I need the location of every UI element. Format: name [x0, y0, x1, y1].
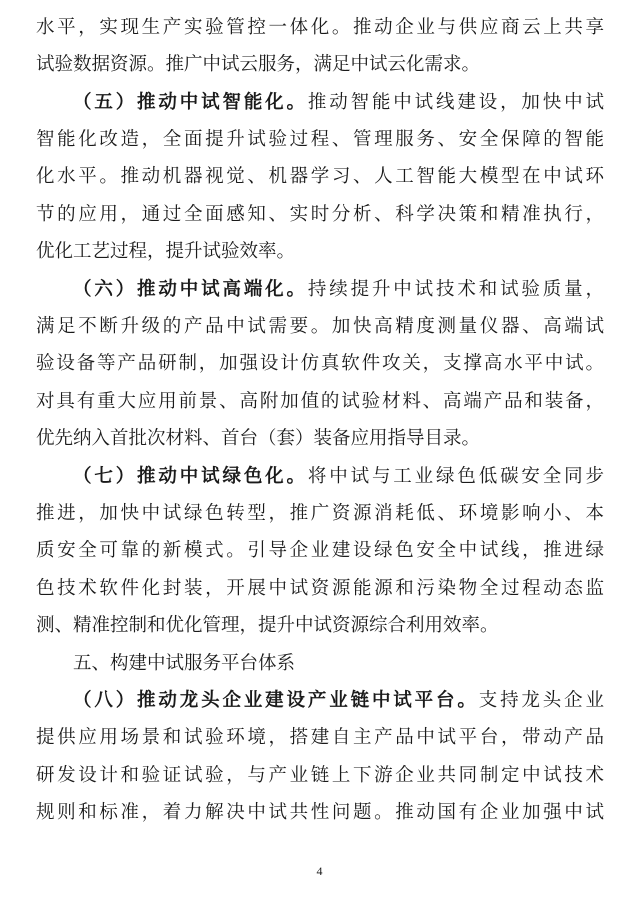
text-line: 优化工艺过程，提升试验效率。	[36, 241, 296, 262]
section-8-heading-line: （八）推动龙头企业建设产业链中试平台。支持龙头企业	[73, 690, 604, 711]
section-6-heading-line: （六）推动中试高端化。持续提升中试技术和试验质量，	[73, 279, 604, 300]
text-line: 智能化改造，全面提升试验过程、管理服务、安全保障的智能	[36, 129, 604, 150]
text-line: 节的应用，通过全面感知、实时分析、科学决策和精准执行，	[36, 204, 604, 225]
chapter-5-heading: 五、构建中试服务平台体系	[73, 653, 296, 674]
page-number: 4	[316, 864, 323, 878]
section-5-title: （五）推动中试智能化。	[73, 92, 308, 113]
text-line: 水平，实现生产实验管控一体化。推动企业与供应商云上共享	[36, 17, 604, 38]
text-line: 对具有重大应用前景、高附加值的试验材料、高端产品和装备，	[36, 391, 604, 412]
text-line: 研发设计和验证试验，与产业链上下游企业共同制定中试技术	[36, 765, 604, 786]
section-7-heading-line: （七）推动中试绿色化。将中试与工业绿色低碳安全同步	[73, 466, 604, 487]
text-line: 规则和标准，着力解决中试共性问题。推动国有企业加强中试	[36, 802, 604, 823]
section-8-title: （八）推动龙头企业建设产业链中试平台。	[73, 690, 479, 711]
text-line: 色技术软件化封装，开展中试资源能源和污染物全过程动态监	[36, 578, 604, 599]
text-line: 满足不断升级的产品中试需要。加快高精度测量仪器、高端试	[36, 316, 604, 337]
text-line: 化水平。推动机器视觉、机器学习、人工智能大模型在中试环	[36, 166, 604, 187]
text-line: 推进，加快中试绿色转型，推广资源消耗低、环境影响小、本	[36, 503, 604, 524]
text-line: 测、精准控制和优化管理，提升中试资源综合利用效率。	[36, 615, 499, 636]
text-line: 提供应用场景和试验环境，搭建自主产品中试平台，带动产品	[36, 727, 604, 748]
text-line: 试验数据资源。推广中试云服务，满足中试云化需求。	[36, 54, 481, 75]
section-5-heading-line: （五）推动中试智能化。推动智能中试线建设，加快中试	[73, 92, 604, 113]
text-line: 优先纳入首批次材料、首台（套）装备应用指导目录。	[36, 428, 481, 449]
text-line: 验设备等产品研制，加强设计仿真软件攻关，支撑高水平中试。	[36, 353, 604, 374]
text-line: 质安全可靠的新模式。引导企业建设绿色安全中试线，推进绿	[36, 540, 604, 561]
section-7-title: （七）推动中试绿色化。	[73, 466, 308, 487]
section-6-title: （六）推动中试高端化。	[73, 279, 308, 300]
